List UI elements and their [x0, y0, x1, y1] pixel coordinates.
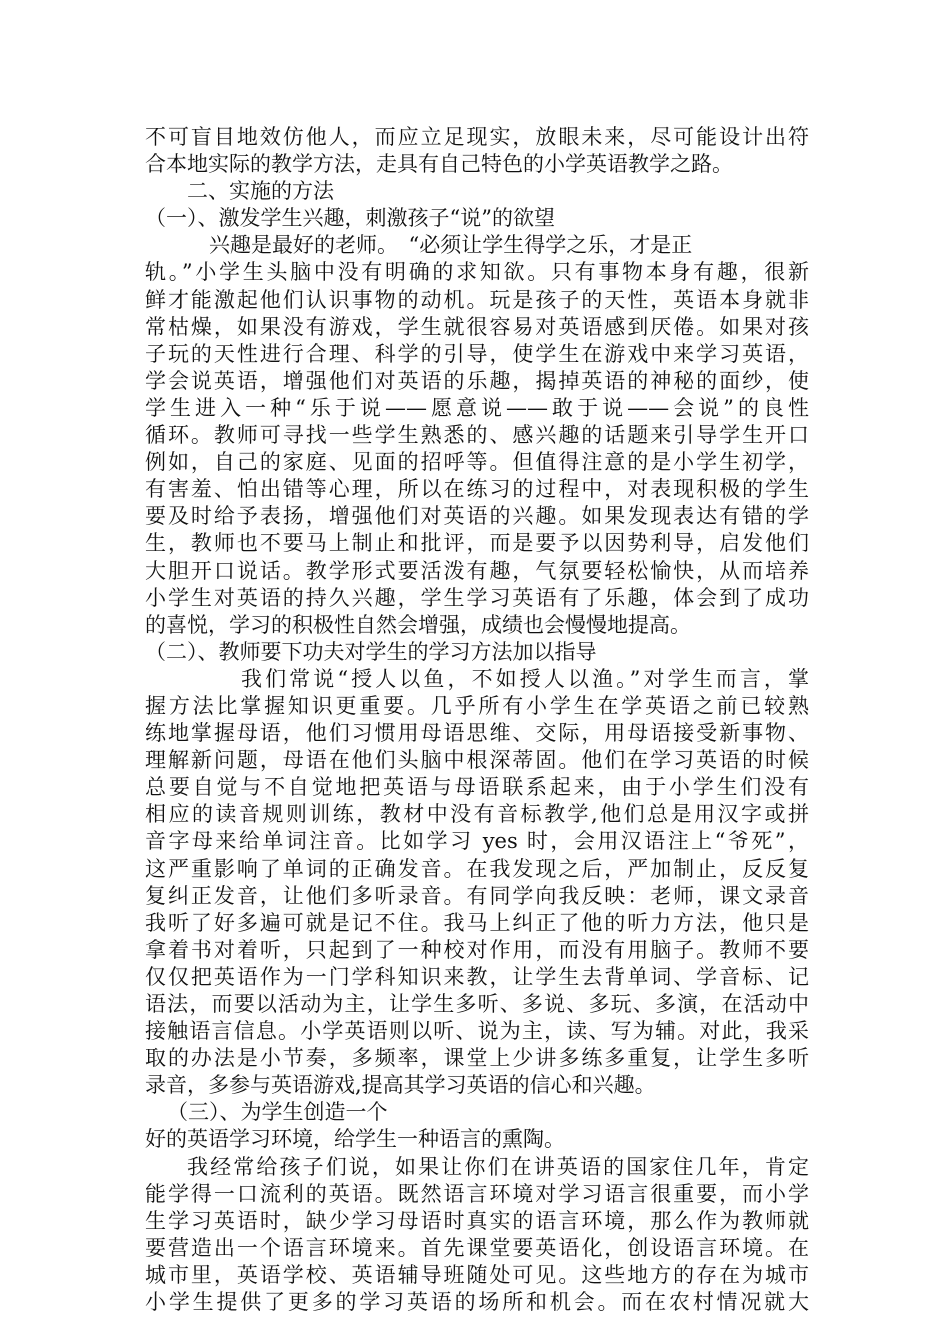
text-line: 语法，而要以活动为主，让学生多听、多说、多玩、多演，在活动中 [145, 992, 809, 1016]
text-line: 小学生提供了更多的学习英语的场所和机会。而在农村情况就大 [145, 1290, 809, 1315]
text-line: 大胆开口说话。教学形式要活泼有趣，气氛要轻松愉快，从而培养 [145, 558, 809, 583]
text-line: 循环。教师可寻找一些学生熟悉的、感兴趣的话题来引导学生开口 [145, 423, 809, 448]
text-line: 取的办法是小节奏，多频率，课堂上少讲多练多重复，让学生多听 [145, 1046, 809, 1071]
text-line: 鲜才能激起他们认识事物的动机。玩是孩子的天性，英语本身就非 [145, 287, 809, 312]
text-line: 子玩的天性进行合理、科学的引导，使学生在游戏中来学习英语， [145, 341, 809, 366]
text-line: （二）、教师要下功夫对学生的学习方法加以指导 [145, 639, 597, 664]
text-line: 有害羞、怕出错等心理，所以在练习的过程中，对表现积极的学生 [145, 477, 809, 502]
text-line: 要营造出一个语言环境来。首先课堂要英语化，创设语言环境。在 [145, 1235, 809, 1260]
text-line: 总要自觉与不自觉地把英语与母语联系起来，由于小学生们没有 [145, 775, 809, 800]
text-line: 相应的读音规则训练，教材中没有音标教学,他们总是用汉字或拼 [145, 802, 809, 827]
document-page [145, 124, 809, 1316]
text-line: 复纠正发音，让他们多听录音。有同学向我反映：老师，课文录音 [145, 883, 809, 908]
text-line: 生学习英语时，缺少学习母语时真实的语言环境，那么作为教师就 [145, 1208, 809, 1233]
text-line: 兴趣是最好的老师。 “必须让学生得学之乐，才是正 [209, 233, 693, 258]
text-line: 我听了好多遍可就是记不住。我马上纠正了他的听力方法，他只是 [145, 910, 809, 935]
text-line: 我经常给孩子们说，如果让你们在讲英语的国家住几年，肯定 [187, 1154, 809, 1179]
text-line: 常枯燥，如果没有游戏，学生就很容易对英语感到厌倦。如果对孩 [145, 314, 809, 339]
text-line: （三）、为学生创造一个 [167, 1100, 388, 1125]
text-line: 音字母来给单词注音。比如学习 yes 时，会用汉语注上“爷死”， [145, 829, 809, 854]
text-line: 生，教师也不要马上制止和批评，而是要予以因势利导，启发他们 [145, 531, 809, 556]
text-line: 拿着书对着听，只起到了一种校对作用，而没有用脑子。教师不要 [145, 937, 809, 962]
text-line: 轨。”小学生头脑中没有明确的求知欲。只有事物本身有趣，很新 [145, 260, 809, 285]
text-line: 例如，自己的家庭、见面的招呼等。但值得注意的是小学生初学， [145, 450, 809, 475]
text-line: 学生进入一种“乐于说——愿意说——敢于说——会说”的良性 [145, 395, 809, 420]
text-line: 录音，多参与英语游戏,提高其学习英语的信心和兴趣。 [145, 1073, 656, 1098]
text-line: 要及时给予表扬，增强他们对英语的兴趣。如果发现表达有错的学 [145, 504, 809, 529]
text-line: 这严重影响了单词的正确发音。在我发现之后，严加制止，反反复 [145, 856, 809, 881]
text-line: 握方法比掌握知识更重要。几乎所有小学生在学英语之前已较熟 [145, 693, 809, 718]
text-line: 合本地实际的教学方法，走具有自己特色的小学英语教学之路。 [145, 152, 733, 177]
text-line: 理解新问题，母语在他们头脑中根深蒂固。他们在学习英语的时候 [145, 748, 809, 773]
text-line: 仅仅把英语作为一门学科知识来教，让学生去背单词、学音标、记 [145, 964, 809, 989]
text-line: （一）、激发学生兴趣，刺激孩子“说”的欲望 [145, 206, 555, 231]
text-line: 小学生对英语的持久兴趣，学生学习英语有了乐趣，体会到了成功 [145, 585, 809, 610]
text-line: 能学得一口流利的英语。既然语言环境对学习语言很重要，而小学 [145, 1181, 809, 1206]
text-line: 学会说英语，增强他们对英语的乐趣，揭掉英语的神秘的面纱，使 [145, 368, 809, 393]
text-line: 二、实施的方法 [187, 179, 334, 204]
text-line: 不可盲目地效仿他人，而应立足现实，放眼未来，尽可能设计出符 [145, 125, 809, 149]
text-line: 城市里，英语学校、英语辅导班随处可见。这些地方的存在为城市 [145, 1262, 809, 1287]
text-line: 练地掌握母语，他们习惯用母语思维、交际，用母语接受新事物、 [145, 721, 809, 746]
text-line: 的喜悦，学习的积极性自然会增强，成绩也会慢慢地提高。 [145, 612, 691, 637]
text-line: 我们常说“授人以鱼，不如授人以渔。”对学生而言，掌 [241, 666, 809, 691]
text-line: 接触语言信息。小学英语则以听、说为主，读、写为辅。对此，我采 [145, 1019, 809, 1044]
text-line: 好的英语学习环境，给学生一种语言的熏陶。 [145, 1127, 565, 1152]
